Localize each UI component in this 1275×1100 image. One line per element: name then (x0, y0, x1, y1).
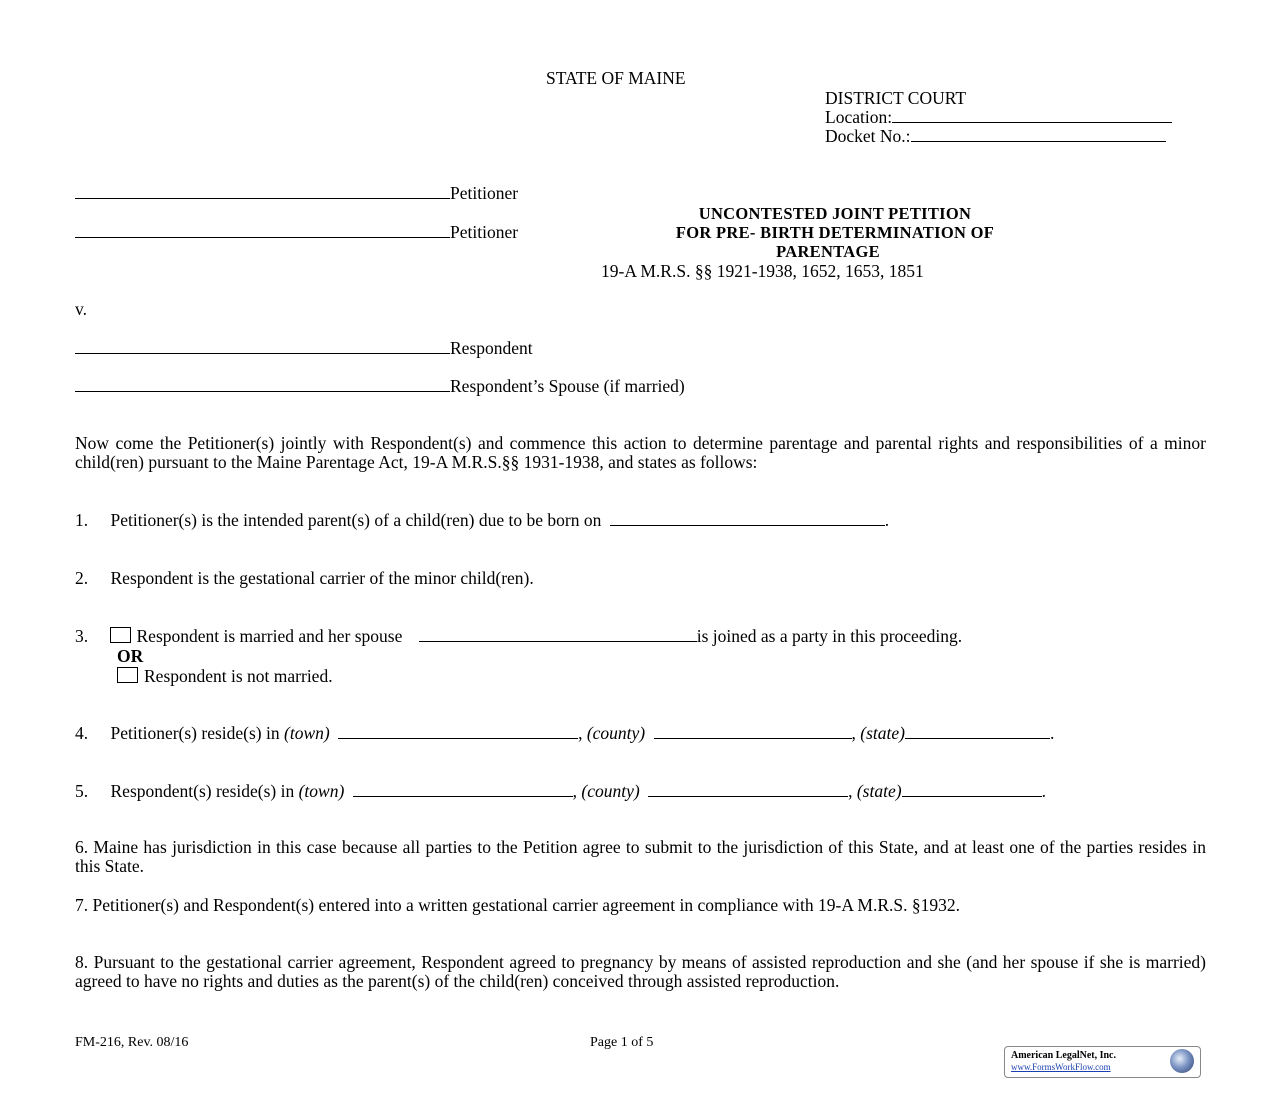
item-3-not-married (117, 666, 333, 686)
item-1 (75, 510, 889, 530)
item-2-number: 2. (75, 568, 89, 588)
item-5-town-label: (town) (298, 781, 345, 801)
versus-label: v. (75, 299, 87, 319)
birth-date-blank[interactable] (610, 510, 885, 526)
statute-citation: 19-A M.R.S. §§ 1921-1938, 1652, 1653, 1851 (601, 261, 924, 281)
petitioner-2-label: Petitioner (450, 222, 519, 242)
americanlegalnet-logo[interactable] (1004, 1046, 1201, 1078)
respondent-spouse-blank[interactable] (75, 376, 450, 392)
item-4-comma-1: , (578, 723, 583, 743)
globe-icon (1170, 1049, 1194, 1073)
respondent-blank[interactable] (75, 338, 450, 354)
item-7: 7. Petitioner(s) and Respondent(s) entered into a written gestational carrier agreement in compliance with 19-A M.R.S. §1932. (75, 895, 960, 915)
location-label: Location: (825, 107, 893, 127)
item-5 (75, 781, 1046, 801)
title-line-3: PARENTAGE (776, 242, 880, 261)
respondent-spouse-row[interactable] (75, 376, 685, 396)
item-2-text: Respondent is the gestational carrier of the minor child(ren). (110, 568, 534, 588)
item-1-text: Petitioner(s) is the intended parent(s) of a child(ren) due to be born on (110, 510, 602, 530)
respondent-row[interactable] (75, 338, 533, 358)
docket-field[interactable] (825, 126, 1166, 146)
item-1-number: 1. (75, 510, 89, 530)
respondent-state-blank[interactable] (902, 781, 1042, 797)
respondent-town-blank[interactable] (353, 781, 573, 797)
item-6: 6. Maine has jurisdiction in this case because all parties to the Petition agree to submit to the jurisdiction of this State, and at least one of the parties resides in this State. (75, 837, 1206, 876)
item-2 (75, 568, 534, 588)
location-field[interactable] (825, 107, 1172, 127)
petitioner-1-row[interactable] (75, 183, 518, 203)
title-line-1: UNCONTESTED JOINT PETITION (698, 204, 972, 223)
petitioner-1-label: Petitioner (450, 183, 519, 203)
item-5-comma-1: , (572, 781, 578, 801)
item-4 (75, 723, 1054, 743)
item-5-county-label: (county) (581, 781, 640, 801)
location-blank[interactable] (892, 107, 1172, 123)
not-married-checkbox[interactable] (117, 667, 138, 683)
item-4-text: Petitioner(s) reside(s) in (110, 723, 280, 743)
item-4-county-label: (county) (586, 723, 646, 743)
item-4-period: . (1049, 723, 1055, 743)
item-3-married-text: Respondent is married and her spouse (136, 626, 403, 646)
petitioner-1-blank[interactable] (75, 183, 450, 199)
petitioner-county-blank[interactable] (654, 723, 852, 739)
item-3-number: 3. (75, 626, 89, 646)
item-4-town-label: (town) (284, 723, 330, 743)
item-5-state-label: (state) (856, 781, 902, 801)
logo-url-link[interactable]: www.FormsWorkFlow.com (1011, 1062, 1111, 1072)
item-3 (75, 626, 962, 646)
item-5-text: Respondent(s) reside(s) in (110, 781, 295, 801)
item-5-comma-2: , (848, 781, 853, 801)
docket-blank[interactable] (911, 126, 1166, 142)
item-3-joined-text: is joined as a party in this proceeding. (696, 626, 963, 646)
petitioner-state-blank[interactable] (905, 723, 1050, 739)
petitioner-2-blank[interactable] (75, 222, 450, 238)
form-id: FM-216, Rev. 08/16 (75, 1035, 189, 1050)
docket-label: Docket No.: (825, 126, 911, 146)
item-1-end: . (884, 510, 890, 530)
intro-paragraph: Now come the Petitioner(s) jointly with Respondent(s) and commence this action to determine parentage and parental rights and responsibilities of a minor child(ren) pursuant to the Maine Parentage Act, 19-A M.R.S.§§ 1931-1938, and states as follows: (75, 433, 1206, 472)
respondent-label: Respondent (450, 338, 533, 358)
married-checkbox[interactable] (110, 627, 131, 643)
item-8: 8. Pursuant to the gestational carrier agreement, Respondent agreed to pregnancy by means of assisted reproduction and she (and her spouse if she is married) agreed to have no rights and duties as the parent(s) of the child(ren) conceived through assisted reproduction. (75, 952, 1206, 991)
logo-company-name: American LegalNet, Inc. (1011, 1050, 1116, 1061)
court-name: DISTRICT COURT (825, 88, 967, 108)
item-5-number: 5. (75, 781, 89, 801)
item-5-period: . (1041, 781, 1046, 801)
petitioner-town-blank[interactable] (338, 723, 578, 739)
respondent-county-blank[interactable] (648, 781, 848, 797)
item-4-state-label: (state) (860, 723, 905, 743)
state-heading: STATE OF MAINE (546, 68, 686, 88)
respondent-spouse-label: Respondent’s Spouse (if married) (450, 376, 685, 396)
title-line-2: FOR PRE- BIRTH DETERMINATION OF (675, 223, 995, 242)
item-4-comma-2: , (851, 723, 856, 743)
spouse-name-blank[interactable] (419, 626, 697, 642)
item-3-or: OR (117, 646, 144, 666)
item-3-not-married-text: Respondent is not married. (144, 666, 333, 686)
petitioner-2-row[interactable] (75, 222, 518, 242)
page-number: Page 1 of 5 (590, 1035, 654, 1050)
item-4-number: 4. (75, 723, 89, 743)
